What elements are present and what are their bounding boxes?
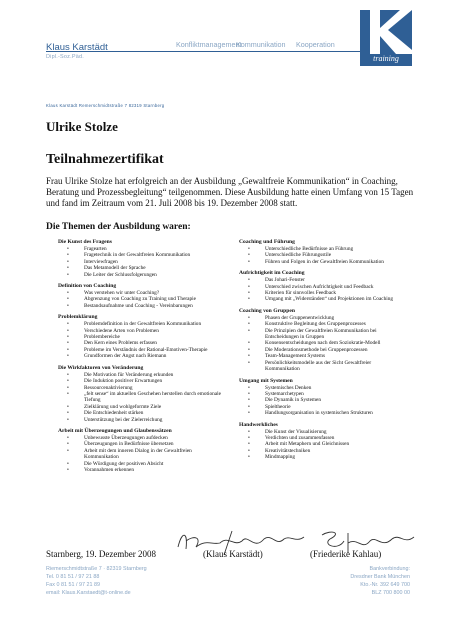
letterhead-rule: [46, 51, 366, 52]
letterhead-name: Klaus Karstädt: [46, 42, 108, 53]
theme-item: • Mindmapping: [239, 454, 407, 460]
theme-section: [239, 270, 407, 303]
footer-bank-name: Dresdner Bank München: [350, 574, 410, 580]
footer-phone: Tel. 0 81 51 / 97 21 88: [46, 574, 100, 580]
theme-item: • Die Würdigung der positiven Absicht: [58, 461, 226, 467]
footer-blz: BLZ 700 800 00: [371, 590, 410, 596]
theme-item: • Phasen der Gruppenentwicklung: [239, 315, 407, 321]
theme-section: [58, 428, 226, 473]
theme-item: • Ressourcenaktivierung: [58, 385, 226, 391]
theme-item: • Führen und Folgen in der Gewaltfreien Kommunikation: [239, 259, 407, 265]
theme-item: • Interviewfragen: [58, 259, 226, 265]
theme-section-title: Die Kunst des Fragens: [58, 239, 112, 245]
theme-section: [58, 314, 226, 359]
theme-section-title: Coaching von Gruppen: [239, 307, 295, 314]
theme-item: • Probleme im Verständnis der Rational-Emotiven-Therapie: [58, 347, 226, 353]
theme-item: • Arbeit mit dem inneren Dialog in der Gewaltfreien Kommunikation: [58, 448, 226, 461]
theme-item: • Systemisches Denken: [239, 385, 407, 391]
theme-item: • Verschiedene Arten von Problemen: [58, 328, 226, 334]
theme-section: [239, 239, 407, 265]
theme-section: [239, 308, 407, 373]
footer-address: Riemerschmidtstraße 7 · 82319 Starnberg: [46, 566, 147, 572]
theme-section-title: Problemklärung: [58, 314, 98, 321]
theme-item: • Systemarchetypen: [239, 391, 407, 397]
theme-item: • Die Kunst der Visualisierung: [239, 429, 407, 435]
theme-item: • Abgrenzung von Coaching zu Training und Therapie: [58, 296, 226, 302]
themes-left-column: [58, 239, 226, 478]
theme-section: [239, 378, 407, 417]
footer-email: email: Klaus.Karstaedt@t-online.de: [46, 590, 131, 596]
signatory-kahlau: (Friederike Kahlau): [310, 549, 382, 559]
theme-item: • Die Prinzipien der Gewaltfreien Kommunikation bei Entscheidungen in Gruppen: [239, 328, 407, 341]
recipient-name: Ulrike Stolze: [46, 119, 118, 134]
theme-section: [58, 283, 226, 309]
letterhead-nav-kooperation: Kooperation: [296, 40, 335, 49]
theme-list: [239, 385, 407, 417]
theme-item: • Fragearten: [58, 246, 226, 252]
theme-item: • „felt sense“ im aktuellen Geschehen herstellen durch emotionale Tiefung: [58, 391, 226, 404]
theme-item: • Die Moderationsmethode bei Gruppenprozessen: [239, 347, 407, 353]
theme-section-title: Handwerkliches: [239, 421, 278, 428]
theme-section: [239, 422, 407, 461]
theme-list: [239, 277, 407, 303]
theme-section: [58, 365, 226, 423]
theme-item: • Überzeugungen in Bedürfnisse übersetzen: [58, 441, 226, 447]
theme-item: • Team-Management Systems: [239, 353, 407, 359]
theme-item: • Arbeit mit Metaphern und Gleichnissen: [239, 441, 407, 447]
theme-item: • Den Kern eines Problems erfassen: [58, 340, 226, 346]
theme-item: • Die Dynamik in Systemen: [239, 397, 407, 403]
theme-item: • Kriterien für sinnvolles Feedback: [239, 290, 407, 296]
sender-line: Klaus Karstädt Remerschmidtstraße 7 82319 Starnberg: [46, 103, 165, 108]
certificate-title: Teilnahmezertifikat: [46, 152, 164, 167]
theme-item: • Handlungsorganisation in systemischen Strukturen: [239, 410, 407, 416]
theme-item: • Persönlichkeitsmodelle aus der Sicht Gewaltfreier Kommunikation: [239, 360, 407, 373]
theme-item: • Unbewusste Überzeugungen aufdecken: [58, 435, 226, 441]
theme-item: • Spieltheorie: [239, 404, 407, 410]
theme-item: • Vorannahmen erkennen: [58, 467, 226, 473]
theme-item: • Die Motivation für Veränderung erkunden: [58, 372, 226, 378]
theme-list: [239, 315, 407, 373]
theme-item: • Bestandsaufnahme und Coaching - Vereinbarungen: [58, 303, 226, 309]
theme-item: • Fragetechnik in der Gewaltfreien Kommunikation: [58, 252, 226, 258]
footer-fax: Fax 0 81 51 / 97 21 89: [46, 582, 100, 588]
letterhead-nav-kommunikation: Kommunikation: [236, 40, 286, 49]
theme-list: [58, 372, 226, 423]
theme-section: [58, 239, 226, 278]
signatory-karstaedt: (Klaus Karstädt): [203, 549, 263, 559]
footer-bank-label: Bankverbindung:: [369, 566, 410, 572]
theme-section-title: Die Wirkfaktoren von Veränderung: [58, 364, 144, 371]
theme-item: • Das Johari-Fenster: [239, 277, 407, 283]
theme-section-title: Aufrichtigkeit im Coaching: [239, 270, 305, 277]
theme-list: [58, 435, 226, 473]
intro-paragraph: Frau Ulrike Stolze hat erfolgreich an der Ausbildung „Gewaltfreie Kommunikation“ in Coaching, Beratung und Prozessbegleitung“ teilgenommen. Diese Ausbildung hatte einen Umfang von 15 Tagen und fand im Zeitraum vom 21. Juli 2008 bis 19. Dezember 2008 statt.: [46, 176, 414, 208]
themes-right-column: [239, 239, 407, 466]
theme-item: • Die Induktion positiver Erwartungen: [58, 378, 226, 384]
theme-item: • Umgang mit „Widerständen“ und Projektionen im Coaching: [239, 296, 407, 302]
theme-item: • Unterschiedliche Führungsstile: [239, 252, 407, 258]
theme-list: [239, 429, 407, 461]
theme-item: • Grundformen der Angst nach Riemann: [58, 353, 226, 359]
theme-list: [239, 246, 407, 265]
theme-section-title: Coaching und Führung: [239, 239, 295, 245]
theme-list: [58, 321, 226, 359]
footer-account: Kto.-Nr. 392 649 700: [360, 582, 410, 588]
theme-item: • Kreativitätstechniken: [239, 448, 407, 454]
theme-section-title: Definition von Coaching: [58, 283, 117, 290]
theme-list: [58, 290, 226, 309]
theme-item: • Problembereiche: [58, 334, 226, 340]
theme-item: • Das Metamodell der Sprache: [58, 265, 226, 271]
training-logo: [360, 10, 412, 66]
theme-item: • Unterschiedliche Bedürfnisse an Führung: [239, 246, 407, 252]
theme-item: • Zielklärung und wohlgeformte Ziele: [58, 404, 226, 410]
theme-item: • Die Leiter der Schlussfolgerungen: [58, 272, 226, 278]
footer-contact: [46, 565, 147, 597]
theme-item: • Verdichten und zusammenfassen: [239, 435, 407, 441]
theme-item: • Die Entschiedenheit stärken: [58, 410, 226, 416]
theme-item: • Unterstützung bei der Zielerreichung: [58, 417, 226, 423]
theme-item: • Problemdefinition in der Gewaltfreien Kommunikation: [58, 321, 226, 327]
theme-section-title: Arbeit mit Überzeugungen und Glaubenssätzen: [58, 427, 172, 434]
theme-item: • Unterschied zwischen Aufrichtigkeit und Feedback: [239, 284, 407, 290]
theme-list: [58, 246, 226, 278]
place-date: Starnberg, 19. Dezember 2008: [46, 549, 157, 559]
letterhead-nav-konfliktmanagement: Konfliktmanagement: [176, 40, 242, 49]
theme-item: • Was verstehen wir unter Coaching?: [58, 290, 226, 296]
logo-word: training: [373, 54, 399, 63]
theme-section-title: Umgang mit Systemen: [239, 377, 293, 384]
theme-item: • Konsensentscheidungen nach dem Soziokratie-Modell: [239, 340, 407, 346]
themes-heading: Die Themen der Ausbildung waren:: [46, 222, 191, 232]
footer-bank: [330, 565, 410, 597]
theme-item: • Konstruktive Begleitung des Gruppenprozesses: [239, 321, 407, 327]
letterhead-subtitle: Dipl.-Soz.Päd.: [46, 54, 84, 60]
